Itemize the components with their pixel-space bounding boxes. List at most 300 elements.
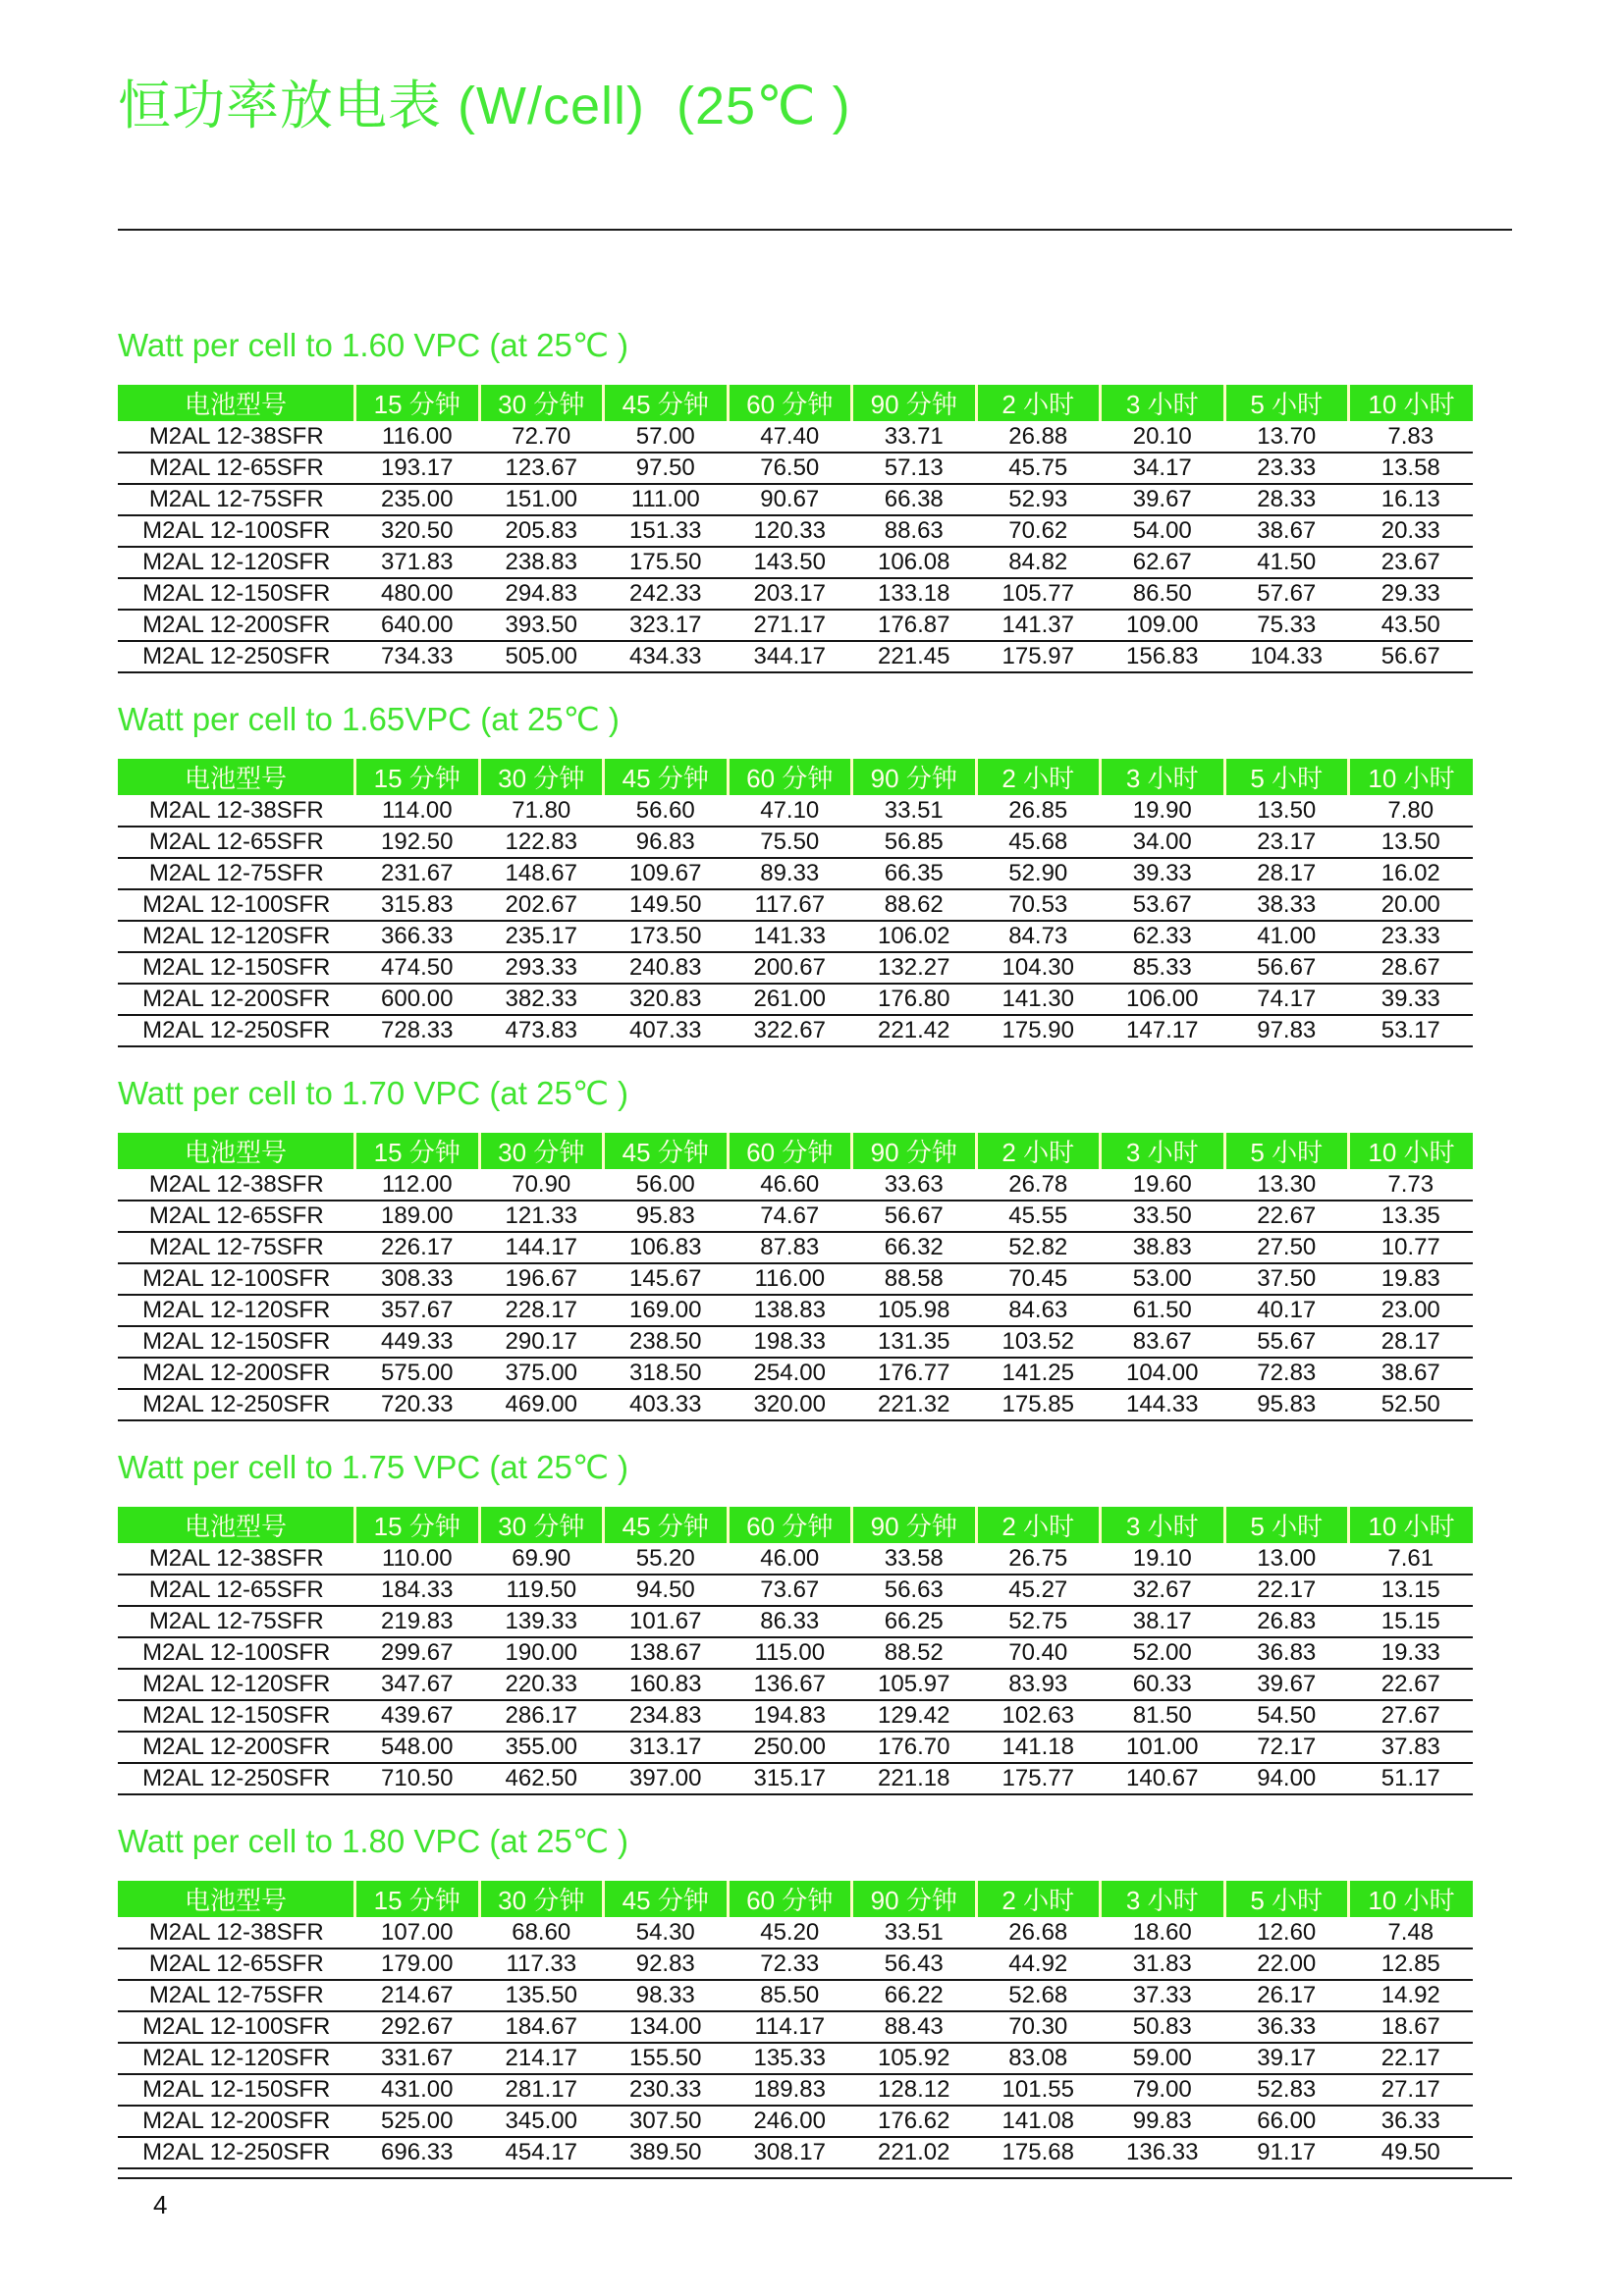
discharge-table: [118, 1133, 1473, 1421]
value-cell: 196.67: [479, 1263, 604, 1295]
model-cell: M2AL 12-75SFR: [118, 1980, 355, 2011]
value-cell: 600.00: [355, 984, 480, 1015]
value-cell: 307.50: [604, 2106, 729, 2137]
value-cell: 56.60: [604, 795, 729, 827]
model-cell: M2AL 12-250SFR: [118, 641, 355, 672]
value-cell: 13.58: [1349, 453, 1474, 484]
table-row: [118, 515, 1473, 547]
value-cell: 84.82: [976, 547, 1101, 578]
value-cell: 439.67: [355, 1700, 480, 1732]
value-cell: 235.17: [479, 921, 604, 952]
value-cell: 190.00: [479, 1637, 604, 1669]
column-header: 90 分钟: [852, 385, 977, 421]
value-cell: 308.17: [728, 2137, 852, 2168]
value-cell: 469.00: [479, 1389, 604, 1420]
value-cell: 68.60: [479, 1917, 604, 1949]
value-cell: 37.50: [1224, 1263, 1349, 1295]
value-cell: 315.83: [355, 889, 480, 921]
value-cell: 59.00: [1101, 2043, 1225, 2074]
value-cell: 23.67: [1349, 547, 1474, 578]
value-cell: 72.70: [479, 421, 604, 453]
value-cell: 22.17: [1224, 1575, 1349, 1606]
value-cell: 18.67: [1349, 2011, 1474, 2043]
value-cell: 28.33: [1224, 484, 1349, 515]
value-cell: 322.67: [728, 1015, 852, 1046]
value-cell: 221.45: [852, 641, 977, 672]
value-cell: 88.52: [852, 1637, 977, 1669]
value-cell: 242.33: [604, 578, 729, 610]
value-cell: 56.63: [852, 1575, 977, 1606]
value-cell: 33.58: [852, 1543, 977, 1575]
value-cell: 176.87: [852, 610, 977, 641]
value-cell: 220.33: [479, 1669, 604, 1700]
value-cell: 101.55: [976, 2074, 1101, 2106]
value-cell: 176.62: [852, 2106, 977, 2137]
value-cell: 37.33: [1101, 1980, 1225, 2011]
model-cell: M2AL 12-200SFR: [118, 610, 355, 641]
value-cell: 56.43: [852, 1949, 977, 1980]
table-row: [118, 1980, 1473, 2011]
value-cell: 254.00: [728, 1358, 852, 1389]
value-cell: 52.93: [976, 484, 1101, 515]
value-cell: 640.00: [355, 610, 480, 641]
value-cell: 53.00: [1101, 1263, 1225, 1295]
column-header: 10 小时: [1349, 385, 1474, 421]
value-cell: 219.83: [355, 1606, 480, 1637]
value-cell: 221.02: [852, 2137, 977, 2168]
value-cell: 13.50: [1224, 795, 1349, 827]
value-cell: 51.17: [1349, 1763, 1474, 1794]
value-cell: 13.70: [1224, 421, 1349, 453]
value-cell: 240.83: [604, 952, 729, 984]
column-header: 3 小时: [1101, 1507, 1225, 1543]
value-cell: 26.88: [976, 421, 1101, 453]
value-cell: 45.68: [976, 827, 1101, 858]
column-header: 2 小时: [976, 1507, 1101, 1543]
value-cell: 176.80: [852, 984, 977, 1015]
value-cell: 292.67: [355, 2011, 480, 2043]
value-cell: 22.00: [1224, 1949, 1349, 1980]
value-cell: 7.48: [1349, 1917, 1474, 1949]
model-cell: M2AL 12-75SFR: [118, 1606, 355, 1637]
value-cell: 52.83: [1224, 2074, 1349, 2106]
model-cell: M2AL 12-65SFR: [118, 827, 355, 858]
value-cell: 116.00: [728, 1263, 852, 1295]
value-cell: 74.67: [728, 1201, 852, 1232]
column-header: 90 分钟: [852, 1507, 977, 1543]
value-cell: 7.80: [1349, 795, 1474, 827]
column-header: 3 小时: [1101, 385, 1225, 421]
table-row: [118, 1295, 1473, 1326]
value-cell: 109.67: [604, 858, 729, 889]
model-cell: M2AL 12-38SFR: [118, 1917, 355, 1949]
table-row: [118, 1201, 1473, 1232]
table-row: [118, 1700, 1473, 1732]
model-cell: M2AL 12-100SFR: [118, 889, 355, 921]
value-cell: 52.68: [976, 1980, 1101, 2011]
value-cell: 138.83: [728, 1295, 852, 1326]
value-cell: 221.42: [852, 1015, 977, 1046]
value-cell: 141.08: [976, 2106, 1101, 2137]
value-cell: 86.33: [728, 1606, 852, 1637]
value-cell: 70.45: [976, 1263, 1101, 1295]
value-cell: 20.10: [1101, 421, 1225, 453]
table-row: [118, 827, 1473, 858]
value-cell: 88.63: [852, 515, 977, 547]
page-title: 恒功率放电表 (W/cell) (25℃ ): [118, 77, 851, 135]
value-cell: 52.75: [976, 1606, 1101, 1637]
value-cell: 22.67: [1224, 1201, 1349, 1232]
value-cell: 66.00: [1224, 2106, 1349, 2137]
column-header: 90 分钟: [852, 1881, 977, 1917]
value-cell: 176.70: [852, 1732, 977, 1763]
column-header: 5 小时: [1224, 759, 1349, 795]
column-header: 2 小时: [976, 759, 1101, 795]
value-cell: 135.33: [728, 2043, 852, 2074]
value-cell: 70.90: [479, 1169, 604, 1201]
value-cell: 117.67: [728, 889, 852, 921]
column-header: 45 分钟: [604, 759, 729, 795]
column-header-model: 电池型号: [118, 385, 355, 421]
value-cell: 189.00: [355, 1201, 480, 1232]
value-cell: 12.60: [1224, 1917, 1349, 1949]
value-cell: 176.77: [852, 1358, 977, 1389]
model-cell: M2AL 12-150SFR: [118, 2074, 355, 2106]
value-cell: 106.02: [852, 921, 977, 952]
header-row: [118, 759, 1473, 795]
column-header-model: 电池型号: [118, 759, 355, 795]
value-cell: 38.17: [1101, 1606, 1225, 1637]
value-cell: 184.33: [355, 1575, 480, 1606]
value-cell: 26.85: [976, 795, 1101, 827]
value-cell: 720.33: [355, 1389, 480, 1420]
value-cell: 28.17: [1349, 1326, 1474, 1358]
model-cell: M2AL 12-75SFR: [118, 484, 355, 515]
table-section-1: [118, 327, 1512, 673]
model-cell: M2AL 12-150SFR: [118, 1326, 355, 1358]
table-row: [118, 1732, 1473, 1763]
column-header: 3 小时: [1101, 1133, 1225, 1169]
value-cell: 19.60: [1101, 1169, 1225, 1201]
value-cell: 230.33: [604, 2074, 729, 2106]
value-cell: 112.00: [355, 1169, 480, 1201]
value-cell: 117.33: [479, 1949, 604, 1980]
column-header: 30 分钟: [479, 385, 604, 421]
value-cell: 13.15: [1349, 1575, 1474, 1606]
value-cell: 38.83: [1101, 1232, 1225, 1263]
column-header: 10 小时: [1349, 759, 1474, 795]
value-cell: 97.50: [604, 453, 729, 484]
table-row: [118, 858, 1473, 889]
value-cell: 480.00: [355, 578, 480, 610]
column-header: 45 分钟: [604, 1507, 729, 1543]
column-header: 90 分钟: [852, 1133, 977, 1169]
value-cell: 90.67: [728, 484, 852, 515]
table-row: [118, 1763, 1473, 1794]
column-header: 10 小时: [1349, 1133, 1474, 1169]
value-cell: 151.00: [479, 484, 604, 515]
model-cell: M2AL 12-75SFR: [118, 858, 355, 889]
value-cell: 214.67: [355, 1980, 480, 2011]
value-cell: 189.83: [728, 2074, 852, 2106]
value-cell: 473.83: [479, 1015, 604, 1046]
value-cell: 109.00: [1101, 610, 1225, 641]
table-row: [118, 889, 1473, 921]
value-cell: 198.33: [728, 1326, 852, 1358]
table-row: [118, 1637, 1473, 1669]
column-header: 5 小时: [1224, 1881, 1349, 1917]
section-title: Watt per cell to 1.75 VPC (at 25℃ ): [118, 1449, 629, 1485]
model-cell: M2AL 12-65SFR: [118, 1201, 355, 1232]
table-row: [118, 641, 1473, 672]
value-cell: 39.33: [1349, 984, 1474, 1015]
value-cell: 55.20: [604, 1543, 729, 1575]
value-cell: 347.67: [355, 1669, 480, 1700]
value-cell: 123.67: [479, 453, 604, 484]
value-cell: 710.50: [355, 1763, 480, 1794]
value-cell: 294.83: [479, 578, 604, 610]
value-cell: 52.00: [1101, 1637, 1225, 1669]
value-cell: 84.73: [976, 921, 1101, 952]
value-cell: 454.17: [479, 2137, 604, 2168]
value-cell: 44.92: [976, 1949, 1101, 1980]
value-cell: 345.00: [479, 2106, 604, 2137]
value-cell: 104.33: [1224, 641, 1349, 672]
value-cell: 192.50: [355, 827, 480, 858]
value-cell: 96.83: [604, 827, 729, 858]
value-cell: 27.50: [1224, 1232, 1349, 1263]
value-cell: 696.33: [355, 2137, 480, 2168]
value-cell: 136.33: [1101, 2137, 1225, 2168]
value-cell: 54.00: [1101, 515, 1225, 547]
value-cell: 169.00: [604, 1295, 729, 1326]
value-cell: 313.17: [604, 1732, 729, 1763]
model-cell: M2AL 12-65SFR: [118, 1575, 355, 1606]
value-cell: 47.10: [728, 795, 852, 827]
model-cell: M2AL 12-200SFR: [118, 2106, 355, 2137]
model-cell: M2AL 12-38SFR: [118, 421, 355, 453]
value-cell: 39.67: [1224, 1669, 1349, 1700]
value-cell: 205.83: [479, 515, 604, 547]
value-cell: 46.60: [728, 1169, 852, 1201]
value-cell: 434.33: [604, 641, 729, 672]
column-header-model: 电池型号: [118, 1133, 355, 1169]
table-row: [118, 2106, 1473, 2137]
value-cell: 194.83: [728, 1700, 852, 1732]
value-cell: 29.33: [1349, 578, 1474, 610]
table-row: [118, 1606, 1473, 1637]
value-cell: 131.35: [852, 1326, 977, 1358]
value-cell: 52.82: [976, 1232, 1101, 1263]
value-cell: 75.50: [728, 827, 852, 858]
value-cell: 173.50: [604, 921, 729, 952]
value-cell: 389.50: [604, 2137, 729, 2168]
value-cell: 19.33: [1349, 1637, 1474, 1669]
table-row: [118, 984, 1473, 1015]
value-cell: 145.67: [604, 1263, 729, 1295]
table-row: [118, 610, 1473, 641]
model-cell: M2AL 12-120SFR: [118, 2043, 355, 2074]
value-cell: 23.17: [1224, 827, 1349, 858]
value-cell: 320.83: [604, 984, 729, 1015]
value-cell: 10.77: [1349, 1232, 1474, 1263]
value-cell: 50.83: [1101, 2011, 1225, 2043]
value-cell: 105.92: [852, 2043, 977, 2074]
value-cell: 26.68: [976, 1917, 1101, 1949]
column-header: 2 小时: [976, 1881, 1101, 1917]
model-cell: M2AL 12-100SFR: [118, 1263, 355, 1295]
value-cell: 86.50: [1101, 578, 1225, 610]
value-cell: 315.17: [728, 1763, 852, 1794]
value-cell: 75.33: [1224, 610, 1349, 641]
value-cell: 121.33: [479, 1201, 604, 1232]
value-cell: 33.51: [852, 1917, 977, 1949]
value-cell: 228.17: [479, 1295, 604, 1326]
value-cell: 449.33: [355, 1326, 480, 1358]
value-cell: 20.33: [1349, 515, 1474, 547]
value-cell: 22.67: [1349, 1669, 1474, 1700]
value-cell: 66.25: [852, 1606, 977, 1637]
value-cell: 55.67: [1224, 1326, 1349, 1358]
value-cell: 135.50: [479, 1980, 604, 2011]
value-cell: 49.50: [1349, 2137, 1474, 2168]
value-cell: 66.32: [852, 1232, 977, 1263]
table-row: [118, 2074, 1473, 2106]
column-header: 5 小时: [1224, 1507, 1349, 1543]
value-cell: 344.17: [728, 641, 852, 672]
value-cell: 26.75: [976, 1543, 1101, 1575]
value-cell: 505.00: [479, 641, 604, 672]
column-header: 5 小时: [1224, 385, 1349, 421]
value-cell: 88.58: [852, 1263, 977, 1295]
value-cell: 133.18: [852, 578, 977, 610]
discharge-table: [118, 385, 1473, 673]
table-row: [118, 1389, 1473, 1420]
value-cell: 221.32: [852, 1389, 977, 1420]
value-cell: 43.50: [1349, 610, 1474, 641]
value-cell: 87.83: [728, 1232, 852, 1263]
value-cell: 94.00: [1224, 1763, 1349, 1794]
table-row: [118, 1543, 1473, 1575]
table-row: [118, 1949, 1473, 1980]
value-cell: 148.67: [479, 858, 604, 889]
value-cell: 33.63: [852, 1169, 977, 1201]
value-cell: 431.00: [355, 2074, 480, 2106]
value-cell: 81.50: [1101, 1700, 1225, 1732]
column-header: 30 分钟: [479, 1881, 604, 1917]
value-cell: 7.61: [1349, 1543, 1474, 1575]
value-cell: 175.68: [976, 2137, 1101, 2168]
value-cell: 70.30: [976, 2011, 1101, 2043]
column-header: 90 分钟: [852, 759, 977, 795]
model-cell: M2AL 12-100SFR: [118, 1637, 355, 1669]
value-cell: 79.00: [1101, 2074, 1225, 2106]
column-header: 15 分钟: [355, 385, 480, 421]
value-cell: 20.00: [1349, 889, 1474, 921]
value-cell: 56.67: [1224, 952, 1349, 984]
value-cell: 138.67: [604, 1637, 729, 1669]
value-cell: 33.71: [852, 421, 977, 453]
value-cell: 34.17: [1101, 453, 1225, 484]
table-row: [118, 2137, 1473, 2168]
column-header: 30 分钟: [479, 1133, 604, 1169]
value-cell: 318.50: [604, 1358, 729, 1389]
model-cell: M2AL 12-200SFR: [118, 984, 355, 1015]
header-row: [118, 1507, 1473, 1543]
value-cell: 27.17: [1349, 2074, 1474, 2106]
model-cell: M2AL 12-120SFR: [118, 1669, 355, 1700]
value-cell: 366.33: [355, 921, 480, 952]
value-cell: 371.83: [355, 547, 480, 578]
model-cell: M2AL 12-100SFR: [118, 2011, 355, 2043]
value-cell: 238.50: [604, 1326, 729, 1358]
column-header: 60 分钟: [728, 1507, 852, 1543]
value-cell: 54.30: [604, 1917, 729, 1949]
model-cell: M2AL 12-38SFR: [118, 1543, 355, 1575]
value-cell: 92.83: [604, 1949, 729, 1980]
value-cell: 36.83: [1224, 1637, 1349, 1669]
column-header: 2 小时: [976, 1133, 1101, 1169]
value-cell: 39.33: [1101, 858, 1225, 889]
value-cell: 76.50: [728, 453, 852, 484]
value-cell: 18.60: [1101, 1917, 1225, 1949]
value-cell: 56.67: [852, 1201, 977, 1232]
value-cell: 107.00: [355, 1917, 480, 1949]
value-cell: 144.33: [1101, 1389, 1225, 1420]
section-title: Watt per cell to 1.65VPC (at 25℃ ): [118, 701, 620, 737]
value-cell: 19.83: [1349, 1263, 1474, 1295]
table-row: [118, 1358, 1473, 1389]
value-cell: 203.17: [728, 578, 852, 610]
column-header: 15 分钟: [355, 759, 480, 795]
value-cell: 57.13: [852, 453, 977, 484]
model-cell: M2AL 12-150SFR: [118, 1700, 355, 1732]
value-cell: 54.50: [1224, 1700, 1349, 1732]
value-cell: 357.67: [355, 1295, 480, 1326]
value-cell: 106.00: [1101, 984, 1225, 1015]
value-cell: 33.51: [852, 795, 977, 827]
value-cell: 132.27: [852, 952, 977, 984]
value-cell: 293.33: [479, 952, 604, 984]
value-cell: 15.15: [1349, 1606, 1474, 1637]
value-cell: 88.62: [852, 889, 977, 921]
value-cell: 95.83: [1224, 1389, 1349, 1420]
value-cell: 32.67: [1101, 1575, 1225, 1606]
table-row: [118, 2011, 1473, 2043]
value-cell: 36.33: [1224, 2011, 1349, 2043]
model-cell: M2AL 12-200SFR: [118, 1732, 355, 1763]
column-header: 60 分钟: [728, 385, 852, 421]
value-cell: 28.17: [1224, 858, 1349, 889]
value-cell: 39.67: [1101, 484, 1225, 515]
value-cell: 56.85: [852, 827, 977, 858]
value-cell: 83.93: [976, 1669, 1101, 1700]
value-cell: 98.33: [604, 1980, 729, 2011]
value-cell: 53.67: [1101, 889, 1225, 921]
table-row: [118, 2043, 1473, 2074]
table-row: [118, 484, 1473, 515]
value-cell: 114.00: [355, 795, 480, 827]
value-cell: 202.67: [479, 889, 604, 921]
discharge-table: [118, 759, 1473, 1047]
column-header: 60 分钟: [728, 1133, 852, 1169]
table-section-5: [118, 1823, 1512, 2169]
value-cell: 23.33: [1224, 453, 1349, 484]
value-cell: 119.50: [479, 1575, 604, 1606]
value-cell: 525.00: [355, 2106, 480, 2137]
value-cell: 60.33: [1101, 1669, 1225, 1700]
table-section-3: [118, 1075, 1512, 1421]
